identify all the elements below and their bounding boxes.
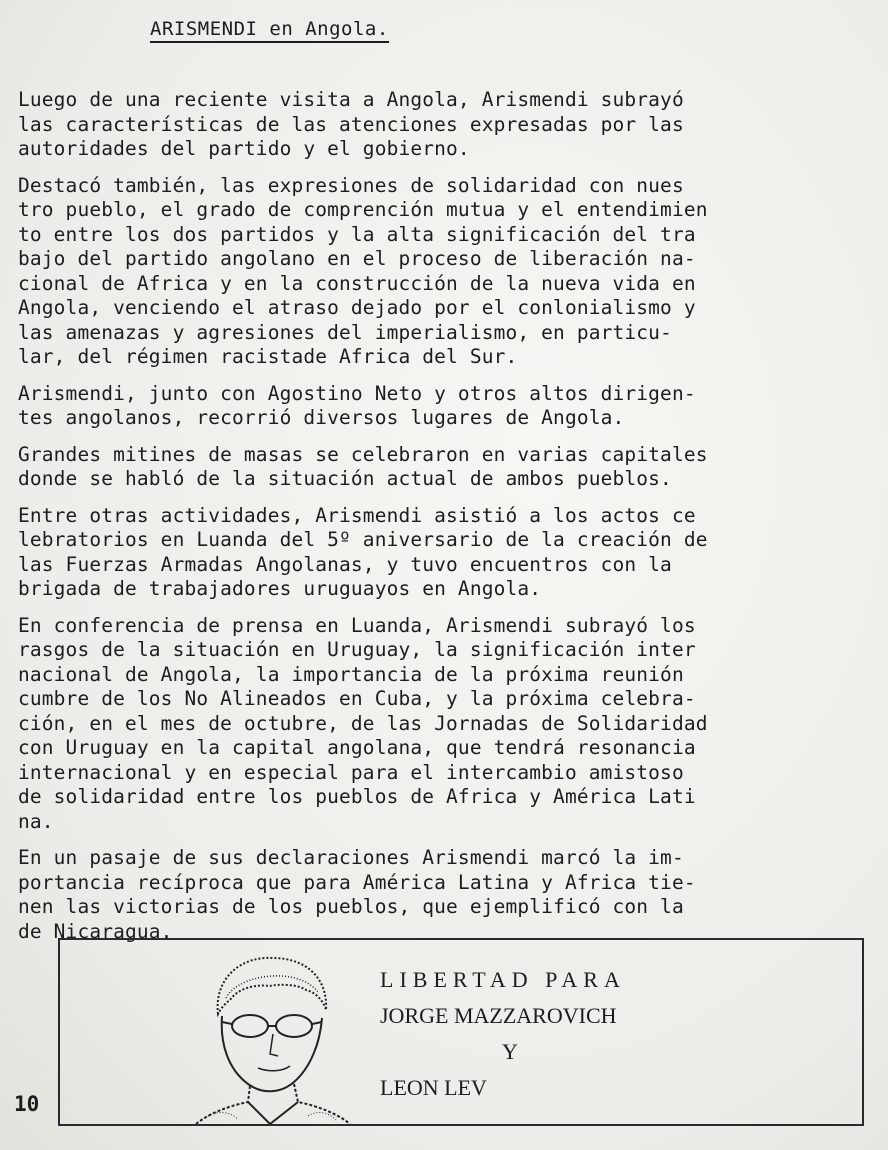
paragraph-2 bbox=[18, 174, 866, 370]
text-line: Luego de una reciente visita a Angola, Arismendi subrayó bbox=[18, 88, 684, 111]
text-line: to entre los dos partidos y la alta significación del tra bbox=[18, 222, 696, 246]
text-line: na. bbox=[18, 809, 54, 833]
text-line: En un pasaje de sus declaraciones Arismendi marcó la im- bbox=[18, 846, 684, 869]
text-line: portancia recíproca que para América Latina y Africa tie- bbox=[18, 870, 696, 894]
text-line: tes angolanos, recorrió diversos lugares de Angola. bbox=[18, 406, 625, 429]
text-line: tro pueblo, el grado de comprención mutua y el entendimien bbox=[18, 198, 708, 221]
text-line: nacional de Angola, la importancia de la próxima reunión bbox=[18, 662, 684, 686]
text-line: rasgos de la situación en Uruguay, la significación inter bbox=[18, 638, 696, 661]
poster-line-name-1: JORGE MAZZAROVICH bbox=[380, 1003, 617, 1028]
text-line: ción, en el mes de octubre, de las Jornadas de Solidaridad bbox=[18, 711, 708, 735]
text-line: cumbre de los No Alineados en Cuba, y la próxima celebra- bbox=[18, 687, 696, 710]
text-line: cional de Africa y en la construcción de la nueva vida en bbox=[18, 271, 696, 295]
text-line: Destacó también, las expresiones de solidaridad con nues bbox=[18, 173, 684, 197]
text-line: con Uruguay en la capital angolana, que tendrá resonancia bbox=[18, 736, 696, 759]
paragraph-7 bbox=[18, 846, 866, 944]
text-line: de solidaridad entre los pueblos de Africa y América Lati bbox=[18, 785, 696, 808]
portrait-drawing-icon bbox=[178, 944, 358, 1124]
paragraph-3 bbox=[18, 382, 866, 431]
text-line: autoridades del partido y el gobierno. bbox=[18, 137, 470, 160]
paragraph-5 bbox=[18, 504, 866, 602]
poster-line-conjunction: Y bbox=[502, 1039, 518, 1064]
page-number: 10 bbox=[14, 1092, 40, 1116]
text-line: de Nicaragua. bbox=[18, 919, 173, 943]
poster-text bbox=[380, 962, 640, 1106]
paragraph-1 bbox=[18, 88, 866, 162]
text-line: Angola, venciendo el atraso dejado por el conlonialismo y bbox=[18, 296, 696, 319]
text-line: las Fuerzas Armadas Angolanas, y tuvo encuentros con la bbox=[18, 552, 672, 576]
text-line: brigada de trabajadores uruguayos en Angola. bbox=[18, 577, 542, 600]
text-line: las amenazas y agresiones del imperialismo, en particu- bbox=[18, 320, 672, 344]
text-line: Arismendi, junto con Agostino Neto y otros altos dirigen- bbox=[18, 381, 696, 405]
poster-line-headline: LIBERTAD PARA bbox=[380, 967, 626, 992]
freedom-poster-box bbox=[58, 938, 864, 1126]
text-line: Grandes mitines de masas se celebraron en varias capitales bbox=[18, 442, 708, 466]
article-body bbox=[18, 88, 866, 956]
paragraph-6 bbox=[18, 614, 866, 835]
text-line: bajo del partido angolano en el proceso de liberación na- bbox=[18, 247, 696, 270]
text-line: Entre otras actividades, Arismendi asistió a los actos ce bbox=[18, 503, 696, 527]
text-line: las características de las atenciones expresadas por las bbox=[18, 112, 684, 136]
text-line: lebratorios en Luanda del 5º aniversario de la creación de bbox=[18, 528, 708, 551]
text-line: En conferencia de prensa en Luanda, Arismendi subrayó los bbox=[18, 613, 696, 637]
page-title: ARISMENDI en Angola. bbox=[150, 18, 389, 43]
text-line: nen las victorias de los pueblos, que ejemplificó con la bbox=[18, 895, 684, 918]
text-line: lar, del régimen racistade Africa del Sur. bbox=[18, 345, 518, 368]
text-line: internacional y en especial para el intercambio amistoso bbox=[18, 760, 684, 784]
poster-line-name-2: LEON LEV bbox=[380, 1075, 487, 1100]
paragraph-4 bbox=[18, 443, 866, 492]
text-line: donde se habló de la situación actual de ambos pueblos. bbox=[18, 467, 672, 490]
